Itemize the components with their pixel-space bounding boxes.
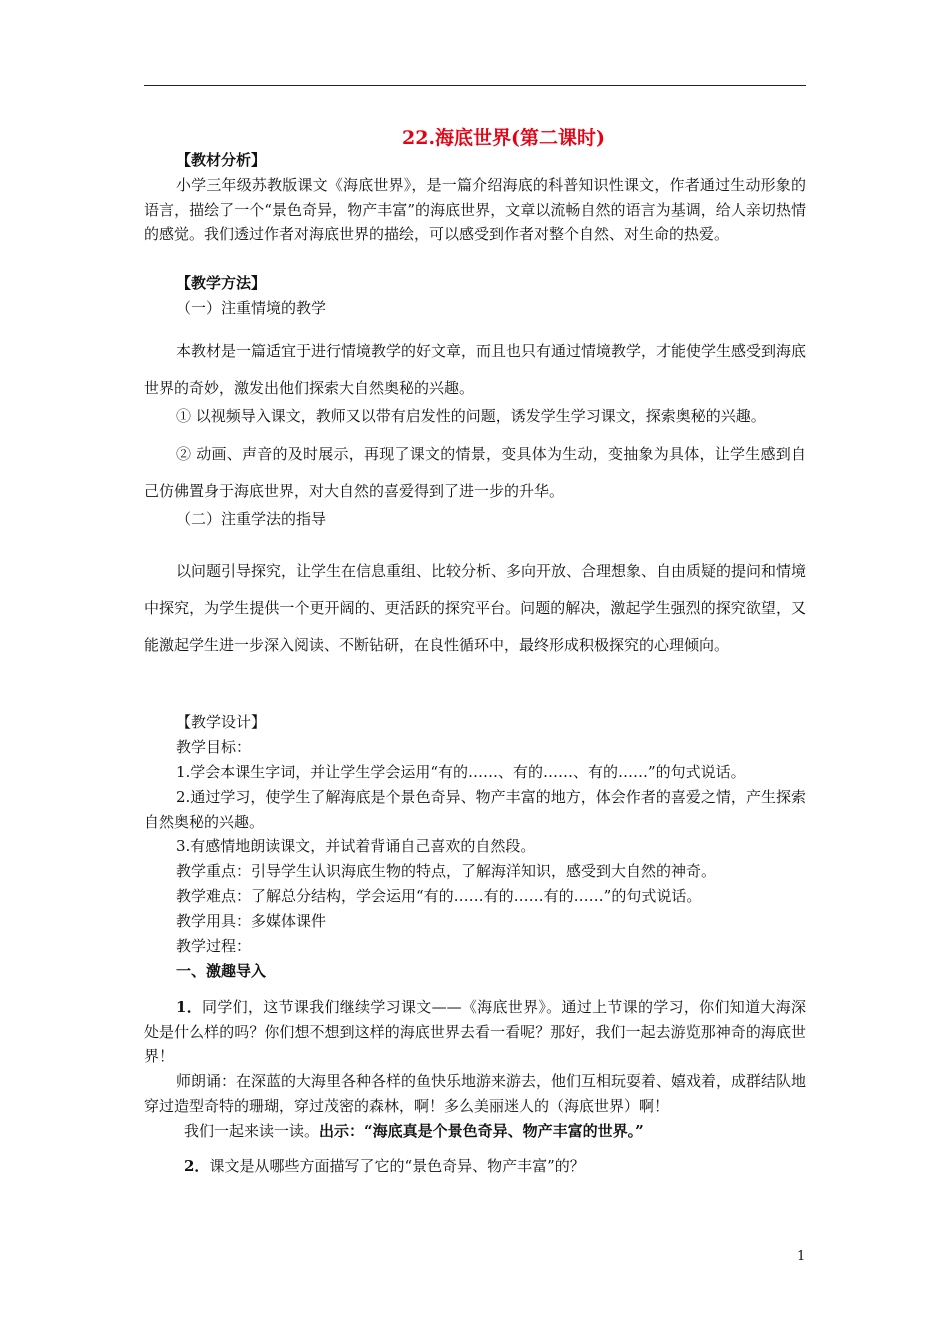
method-paragraph-4: 以问题引导探究，让学生在信息重组、比较分析、多向开放、合理想象、自由质疑的提问和情境中探究，为学生提供一个更开阔的、更活跃的探究平台。问题的解决，激起学生强烈的探究欲望，又能激起学生进一步深入阅读、不断钻研，在良性循环中，最终形成积极探究的心理倾向。 [144,562,807,654]
read-together-line [184,1119,806,1144]
question-2-number: 2． [184,1157,210,1175]
teaching-tools: 教学用具：多媒体课件 [176,912,327,930]
read-together-text: 我们一起来读一读。 [184,1122,320,1140]
heading-analysis: 【教材分析】 [176,151,267,169]
question-2 [184,1154,806,1179]
difficulty: 教学难点：了解总分结构，学会运用“有的……有的……有的……”的句式说话。 [176,887,702,905]
method-paragraph-1: 本教材是一篇适宜于进行情境教学的好文章，而且也只有通过情境教学，才能使学生感受到海底世界的奇妙，激发出他们探索大自然奥秘的兴趣。 [144,342,807,397]
step-1-number: 1． [176,998,203,1016]
method-sub1: （一）注重情境的教学 [176,299,327,317]
goals-label: 教学目标： [176,738,252,756]
method-paragraph-2: ① 以视频导入课文，教师又以带有启发性的问题，诱发学生学习课文，探索奥秘的兴趣。 [176,407,766,425]
teacher-recitation: 师朗诵：在深蓝的大海里各种各样的鱼快乐地游来游去，他们互相玩耍着、嬉戏着，成群结队地穿过造型奇特的珊瑚，穿过茂密的森林，啊！多么美丽迷人的（海底世界）啊！ [144,1072,807,1115]
goal-3: 3.有感情地朗读课文，并试着背诵自己喜欢的自然段。 [176,837,536,855]
step-1-paragraph [144,995,806,1069]
goal-1: 1.学会本课生字词，并让学生学会运用“有的……、有的……、有的……”的句式说话。 [176,763,746,781]
teaching-process: 教学过程： [176,937,252,955]
page-number: 1 [797,1249,806,1264]
step-1-text: 同学们，这节课我们继续学习课文——《海底世界》。通过上节课的学习，你们知道大海深处是什么样的吗？你们想不想到这样的海底世界去看一看呢？那好，我们一起去游览那神奇的海底世界！ [144,998,806,1065]
analysis-paragraph: 小学三年级苏教版课文《海底世界》，是一篇介绍海底的科普知识性课文，作者通过生动形象的语言，描绘了一个“景色奇异，物产丰富”的海底世界，文章以流畅自然的语言为基调，给人亲切热情的感觉。我们透过作者对海底世界的描绘，可以感受到作者对整个自然、对生命的热爱。 [144,176,806,243]
step-1-heading: 一、激趣导入 [176,962,267,980]
header-rule [144,85,806,86]
heading-design: 【教学设计】 [176,713,267,731]
document-title: 22.海底世界(第二课时) [402,127,606,149]
method-paragraph-3: ② 动画、声音的及时展示，再现了课文的情景，变具体为生动，变抽象为具体，让学生感到自己仿佛置身于海底世界，对大自然的喜爱得到了进一步的升华。 [144,445,806,500]
goal-2: 2.通过学习，使学生了解海底是个景色奇异、物产丰富的地方，体会作者的喜爱之情，产生探索自然奥秘的兴趣。 [144,788,806,831]
heading-method: 【教学方法】 [176,274,267,292]
method-sub2: （二）注重学法的指导 [176,510,327,528]
question-2-text: 课文是从哪些方面描写了它的“景色奇异、物产丰富”的？ [209,1157,585,1175]
shown-sentence: 出示：“海底真是个景色奇异、物产丰富的世界。” [319,1122,644,1140]
key-point: 教学重点：引导学生认识海底生物的特点，了解海洋知识，感受到大自然的神奇。 [176,862,717,880]
